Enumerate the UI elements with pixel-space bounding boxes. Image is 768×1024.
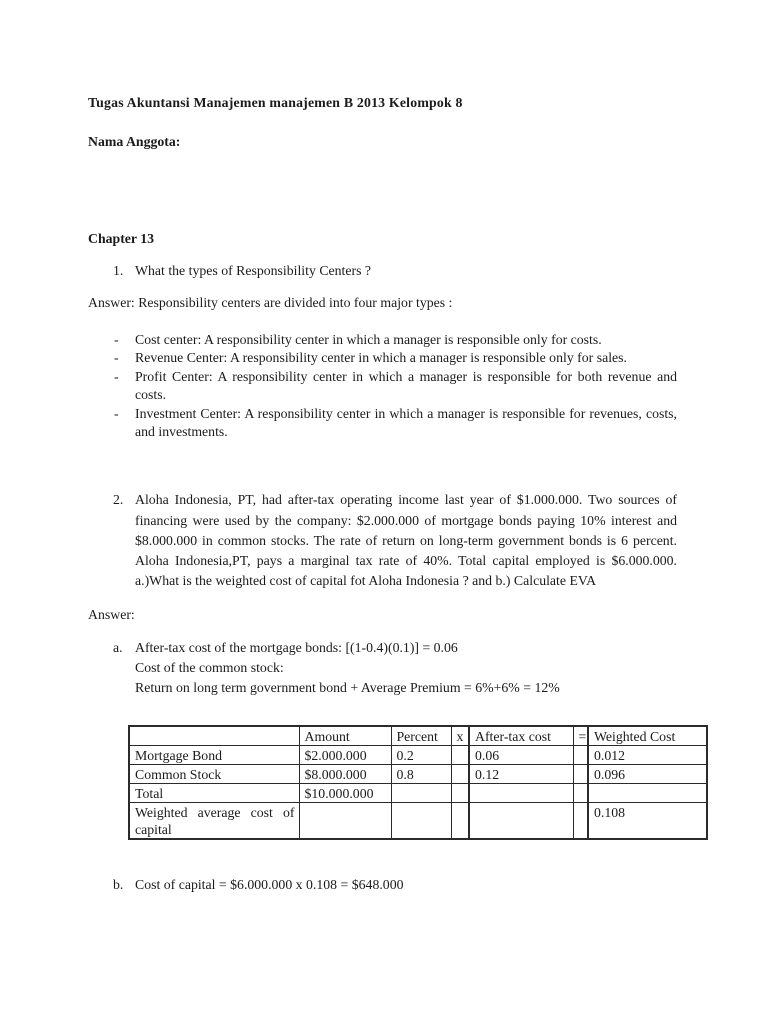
part-a-marker: a. <box>113 640 123 656</box>
table-cell: 0.108 <box>588 803 707 840</box>
bullet-marker: - <box>114 405 119 421</box>
question-2 <box>88 490 677 591</box>
table-cell: 0.8 <box>391 765 451 784</box>
table-cell: Common Stock <box>129 765 299 784</box>
table-cell <box>391 784 451 803</box>
table-cell: 0.2 <box>391 746 451 765</box>
table-cell: 0.12 <box>469 765 573 784</box>
answer-1-intro: Answer: Responsibility centers are divided into four major types : <box>88 295 453 310</box>
table-cell <box>391 803 451 840</box>
table-header-cell: Amount <box>299 726 391 746</box>
table-cell <box>451 746 469 765</box>
table-cell <box>299 803 391 840</box>
table-header-row <box>129 726 707 746</box>
responsibility-center-list <box>88 331 677 441</box>
table-header-cell: After-tax cost <box>469 726 573 746</box>
table-cell: Weighted average cost of capital <box>129 803 299 840</box>
table-row <box>129 765 707 784</box>
list-item <box>88 368 677 405</box>
table-row <box>129 746 707 765</box>
question-2-text: Aloha Indonesia, PT, had after-tax operating income last year of $1.000.000. Two sources of financing were used by the company: $2.000.000 of mortgage bonds paying 10% interest and $8.000.000 in common stocks. The rate of return on long-term government bonds is 6 percent. Aloha Indonesia,PT, pays a marginal tax rate of 40%. Total capital employed is $6.000.000. a.)What is the weighted cost of capital fot Aloha Indonesia ? and b.) Calculate EVA <box>135 492 677 589</box>
table-cell: 0.012 <box>588 746 707 765</box>
table-cell: Total <box>129 784 299 803</box>
bullet-marker: - <box>114 368 119 384</box>
document-title: Tugas Akuntansi Manajemen manajemen B 2013 Kelompok 8 <box>88 95 463 110</box>
list-item <box>88 349 677 367</box>
table-header-cell: Percent <box>391 726 451 746</box>
question-1-text: What the types of Responsibility Centers ? <box>135 263 372 278</box>
table-header-cell <box>129 726 299 746</box>
table-cell: $2.000.000 <box>299 746 391 765</box>
table-cell <box>573 765 588 784</box>
bullet-marker: - <box>114 350 119 366</box>
table-cell <box>573 784 588 803</box>
table-cell <box>573 803 588 840</box>
question-2-number: 2. <box>113 492 124 508</box>
list-item <box>88 405 677 442</box>
part-b-marker: b. <box>113 877 124 893</box>
table-cell <box>573 746 588 765</box>
part-a-line: Return on long term government bond + Average Premium = 6%+6% = 12% <box>135 679 560 695</box>
list-item-text: Profit Center: A responsibility center in which a manager is responsible for both revenue and costs. <box>135 368 677 403</box>
table-row <box>129 784 707 803</box>
answer-2-label: Answer: <box>88 607 135 623</box>
question-1-number: 1. <box>113 263 124 278</box>
table-cell: Mortgage Bond <box>129 746 299 765</box>
table-cell: $8.000.000 <box>299 765 391 784</box>
table-cell <box>451 803 469 840</box>
part-a-body <box>135 638 677 697</box>
wacc-table <box>128 725 708 840</box>
bullet-marker: - <box>114 332 119 347</box>
table-row <box>129 803 707 840</box>
table-cell: 0.096 <box>588 765 707 784</box>
list-item <box>88 331 677 349</box>
list-item-text: Cost center: A responsibility center in which a manager is responsible only for costs. <box>135 332 602 347</box>
members-label: Nama Anggota: <box>88 134 181 149</box>
part-b-text: Cost of capital = $6.000.000 x 0.108 = $648.000 <box>135 877 404 893</box>
table-header-cell: x <box>451 726 469 746</box>
list-item-text: Revenue Center: A responsibility center in which a manager is responsible only for sales. <box>135 350 627 366</box>
list-item-text: Investment Center: A responsibility center in which a manager is responsible for revenues, costs, and investments. <box>135 405 677 440</box>
table-cell: 0.06 <box>469 746 573 765</box>
part-a-line: After-tax cost of the mortgage bonds: [(1-0.4)(0.1)] = 0.06 <box>135 640 458 656</box>
table-header-cell: Weighted Cost <box>588 726 707 746</box>
table-cell <box>451 765 469 784</box>
table-cell <box>588 784 707 803</box>
table-cell <box>469 803 573 840</box>
table-header-cell: = <box>573 726 588 746</box>
answer-part-b <box>88 876 677 894</box>
table-cell: $10.000.000 <box>299 784 391 803</box>
question-1 <box>88 262 677 280</box>
table-cell <box>451 784 469 803</box>
chapter-heading: Chapter 13 <box>88 231 155 246</box>
answer-part-a <box>88 638 677 697</box>
table-cell <box>469 784 573 803</box>
part-a-line: Cost of the common stock: <box>135 660 284 676</box>
